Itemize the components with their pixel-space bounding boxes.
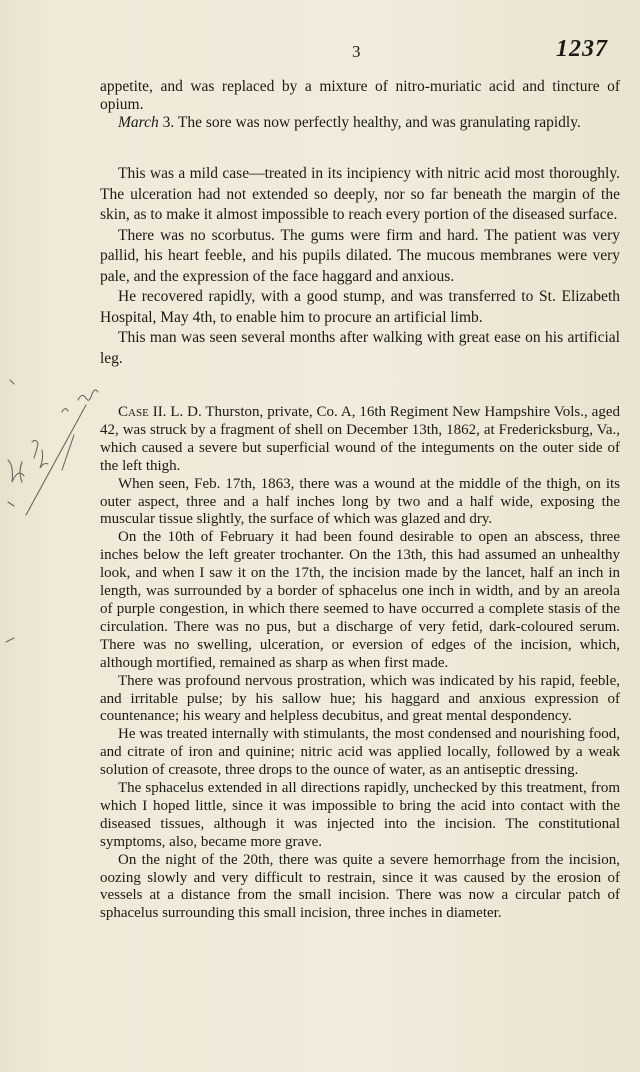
paragraph: This was a mild case—treated in its incipiency with nitric acid most thoroughly. The ulceration had not extended so deeply, nor so far beneath the margin of the skin, as to make it almost impossible to reach every portion of the diseased surface. — [100, 165, 620, 223]
paragraph: He recovered rapidly, with a good stump, and was transferred to St. Elizabeth Hospital, May 4th, to enable him to procure an artificial limb. — [100, 288, 620, 326]
case-two-section — [100, 404, 620, 923]
paragraph: On the 10th of February it had been found desirable to open an abscess, three inches below the left greater trochanter. On the 13th, this had assumed an unhealthy look, and when I saw it on the 17th, the incision made by the lancet, half an inch in length, was surrounded by a border of sphacelus one inch in width, and by an areola of purple congestion, in which there seemed to have occurred a complete stasis of the circulation. There was no pus, but a discharge of very fetid, dark-coloured serum. There was no swelling, ulceration, or eversion of edges of the incision, which, although mortified, remained as sharp as when first made. — [100, 529, 620, 671]
paragraph: On the night of the 20th, there was quite a severe hemorrhage from the incision, oozing slowly and very difficult to restrain, since it was caused by the erosion of vessels at a distance from the small incision. There was now a circular patch of sphacelus surrounding this small incision, three inches in diameter. — [100, 851, 620, 922]
paragraph: This man was seen several months after walking with great ease on his artificial leg. — [100, 329, 620, 367]
paragraph-text: L. D. Thurston, private, Co. A, 16th Regiment New Hampshire Vols., aged 42, was struck by a fragment of shell on December 13th, 1862, at Fredericksburg, Va., which caused a severe but superficial wound of the integuments on the outer side of the left thigh. — [100, 404, 620, 474]
handwritten-page-annotation: 1237 — [556, 36, 608, 62]
paragraph-text: 3. The sore was now perfectly healthy, and was granulating rapidly. — [158, 114, 581, 131]
paragraph: When seen, Feb. 17th, 1863, there was a wound at the middle of the thigh, on its outer aspect, three and a half inches long by two and a half wide, exposing the muscular tissue slightly, the surface of which was glazed and dry. — [100, 475, 620, 528]
date-label: March — [118, 114, 159, 131]
case-heading: Case II. — [118, 404, 167, 420]
paragraph: There was profound nervous prostration, which was indicated by his rapid, feeble, and irritable pulse; by his sallow hue; his haggard and anxious expression of countenance; his weary and helpless decubitus, and great mental despondency. — [100, 672, 620, 725]
paragraph: He was treated internally with stimulants, the most condensed and nourishing food, and citrate of iron and quinine; nitric acid was applied locally, followed by a weak solution of creasote, three drops to the ounce of water, as an antiseptic dressing. — [100, 726, 620, 779]
case-heading-paragraph — [100, 404, 620, 476]
case-summary-section — [100, 164, 620, 369]
paragraph: There was no scorbutus. The gums were firm and hard. The patient was very pallid, his heart feeble, and his pupils dilated. The mucous membranes were very pale, and the expression of the face haggard and anxious. — [100, 226, 620, 285]
continued-text-section — [100, 78, 620, 132]
paragraph: The sphacelus extended in all directions rapidly, unchecked by this treatment, from which I hoped little, since it was impossible to bring the acid into contact with the diseased tissues, although it was injected into the incision. The constitutional symptoms, also, became more grave. — [100, 780, 620, 850]
paragraph: appetite, and was replaced by a mixture of nitro-muriatic acid and tincture of opium. — [100, 78, 620, 113]
page-number: 3 — [352, 42, 361, 61]
paragraph-date — [100, 114, 620, 132]
pencil-margin-marks — [0, 360, 110, 660]
